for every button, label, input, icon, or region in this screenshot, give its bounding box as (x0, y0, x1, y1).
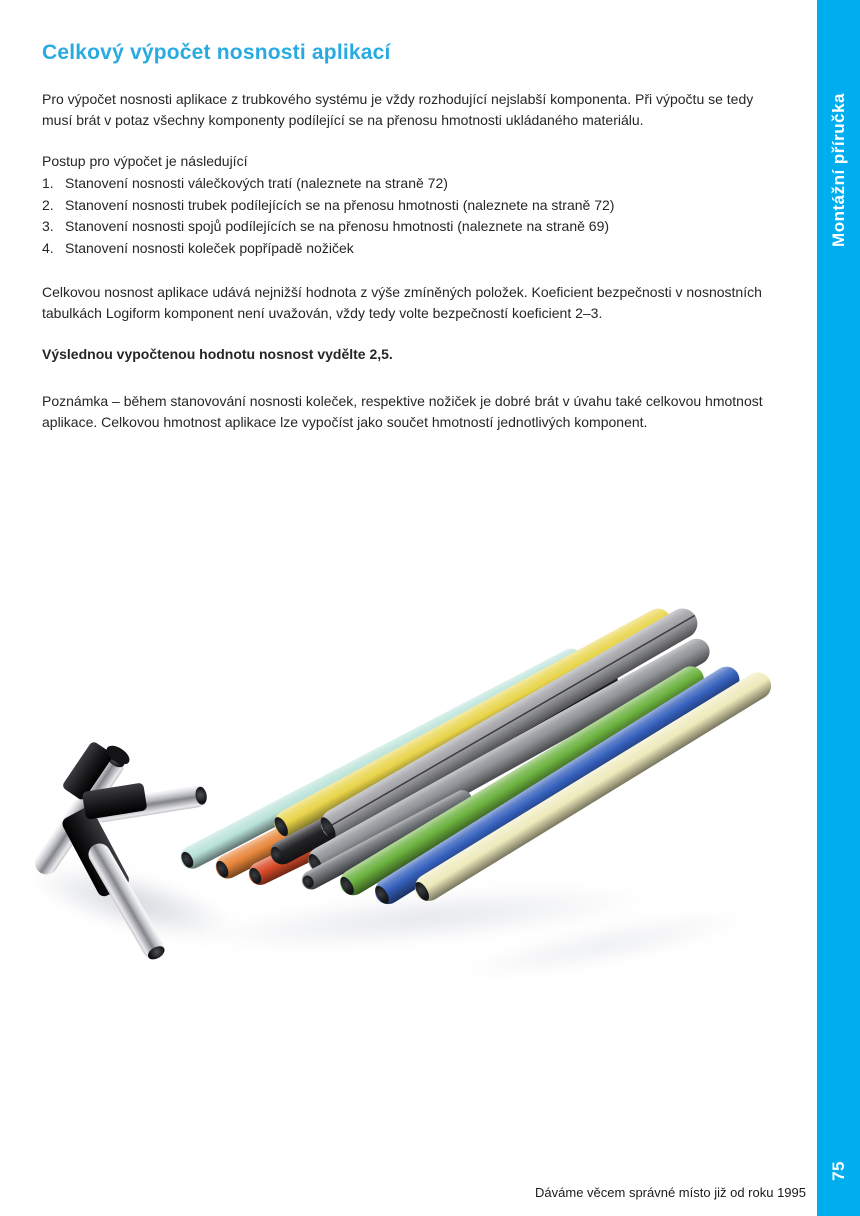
step-text: Stanovení nosnosti spojů podílejících se na přenosu hmotnosti (naleznete na straně 69) (65, 218, 610, 234)
step-item (42, 173, 779, 193)
step-text: Stanovení nosnosti trubek podílejících se na přenosu hmotnosti (naleznete na straně 72) (65, 196, 615, 213)
step-item (42, 216, 779, 236)
tube-opening (214, 859, 231, 880)
sidebar-page-number: 75 (828, 1161, 848, 1181)
bold-instruction: Výslednou vypočtenou hodnotu nosnost vydělte 2,5. (42, 346, 393, 362)
step-number: 4. (42, 239, 54, 256)
intro-paragraph: Pro výpočet nosnosti aplikace z trubkového systému je vždy rozhodující nejslabší komponenta. Při výpočtu se tedy musí brát v potaz všechny komponenty podílející se na přenosu hmotnosti ukládaného materiálu. (42, 91, 754, 128)
tube-opening (338, 875, 357, 897)
step-number: 3. (42, 218, 54, 234)
step-item (42, 195, 779, 215)
tube-opening (247, 866, 263, 886)
step-item (42, 238, 779, 258)
step-text: Stanovení nosnosti koleček popřípadě nožiček (65, 239, 354, 256)
step-number: 2. (42, 196, 54, 213)
sidebar (817, 0, 860, 1216)
note-paragraph: Poznámka – během stanovování nosnosti koleček, respektive nožiček je dobré brát v úvahu také celkovou hmotnost aplikace. Celkovou hmotnost aplikace lze vypočíst jako součet hmotností jednotlivých komponent. (42, 393, 763, 430)
product-image-tubes (20, 575, 810, 1005)
page-title: Celkový výpočet nosnosti aplikací (42, 41, 391, 64)
summary-paragraph: Celkovou nosnost aplikace udává nejnižší hodnota z výše zmíněných položek. Koeficient bezpečnosti v nosnostních tabulkách Logiform komponent není uvažován, vždy tedy volte bezpečností koeficient 2–3. (42, 284, 762, 321)
sidebar-label-slot (817, 85, 860, 255)
sidebar-label: Montážní příručka (828, 93, 848, 247)
tube-opening (301, 873, 316, 889)
sidebar-page-slot (817, 1148, 860, 1194)
footer-tagline: Dáváme věcem správné místo již od roku 1995 (535, 1185, 806, 1200)
steps-list (42, 173, 779, 259)
steps-heading: Postup pro výpočet je následující (42, 153, 248, 169)
step-text: Stanovení nosnosti válečkových tratí (naleznete na straně 72) (65, 175, 448, 191)
step-number: 1. (42, 175, 54, 191)
tube-opening (179, 849, 196, 869)
